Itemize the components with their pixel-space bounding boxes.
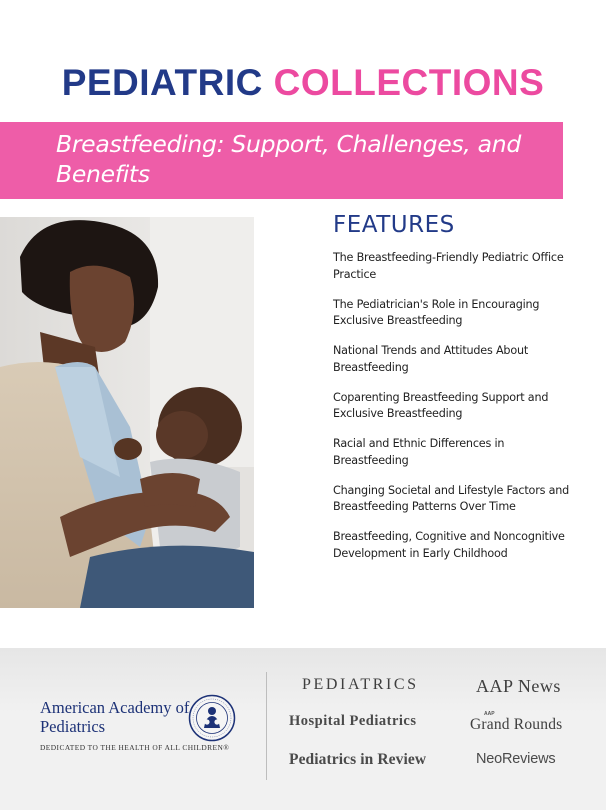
features-heading: FEATURES bbox=[333, 212, 455, 238]
feature-item: National Trends and Attitudes About Breastfeeding bbox=[333, 344, 529, 374]
journal-grand-rounds: Grand Rounds bbox=[470, 716, 563, 733]
org-tagline: DEDICATED TO THE HEALTH OF ALL CHILDREN® bbox=[40, 743, 230, 752]
footer-divider bbox=[266, 672, 267, 780]
feature-item: The Breastfeeding-Friendly Pediatric Office Practice bbox=[333, 251, 564, 281]
journal-neoreviews: NeoReviews bbox=[476, 751, 556, 767]
feature-item: Coparenting Breastfeeding Support and Exclusive Breastfeeding bbox=[333, 390, 549, 420]
title-word-collections: COLLECTIONS bbox=[273, 62, 545, 103]
org-name: American Academy of Pediatrics bbox=[40, 698, 190, 736]
feature-item: The Pediatrician's Role in Encouraging Exclusive Breastfeeding bbox=[333, 297, 540, 327]
aap-seal-icon bbox=[188, 694, 236, 742]
subtitle-banner bbox=[0, 122, 563, 199]
journal-hospital-pediatrics: Hospital Pediatrics bbox=[289, 713, 417, 729]
feature-item: Racial and Ethnic Differences in Breastfeeding bbox=[333, 437, 505, 467]
title-word-pediatric: PEDIATRIC bbox=[61, 62, 263, 103]
journal-pediatrics-in-review: Pediatrics in Review bbox=[289, 751, 427, 768]
journal-aap-news: AAP News bbox=[476, 676, 561, 696]
feature-item: Breastfeeding, Cognitive and Noncognitive Development in Early Childhood bbox=[333, 530, 565, 560]
journal-grand-rounds-prefix: AAP bbox=[484, 711, 495, 717]
feature-item: Changing Societal and Lifestyle Factors and Breastfeeding Patterns Over Time bbox=[333, 483, 570, 513]
features-list bbox=[333, 250, 583, 576]
mother-breastfeeding-photo bbox=[0, 217, 254, 608]
subtitle: Breastfeeding: Support, Challenges, and Benefits bbox=[56, 130, 521, 188]
journal-pediatrics: PEDIATRICS bbox=[302, 676, 419, 693]
page-title bbox=[0, 62, 606, 104]
